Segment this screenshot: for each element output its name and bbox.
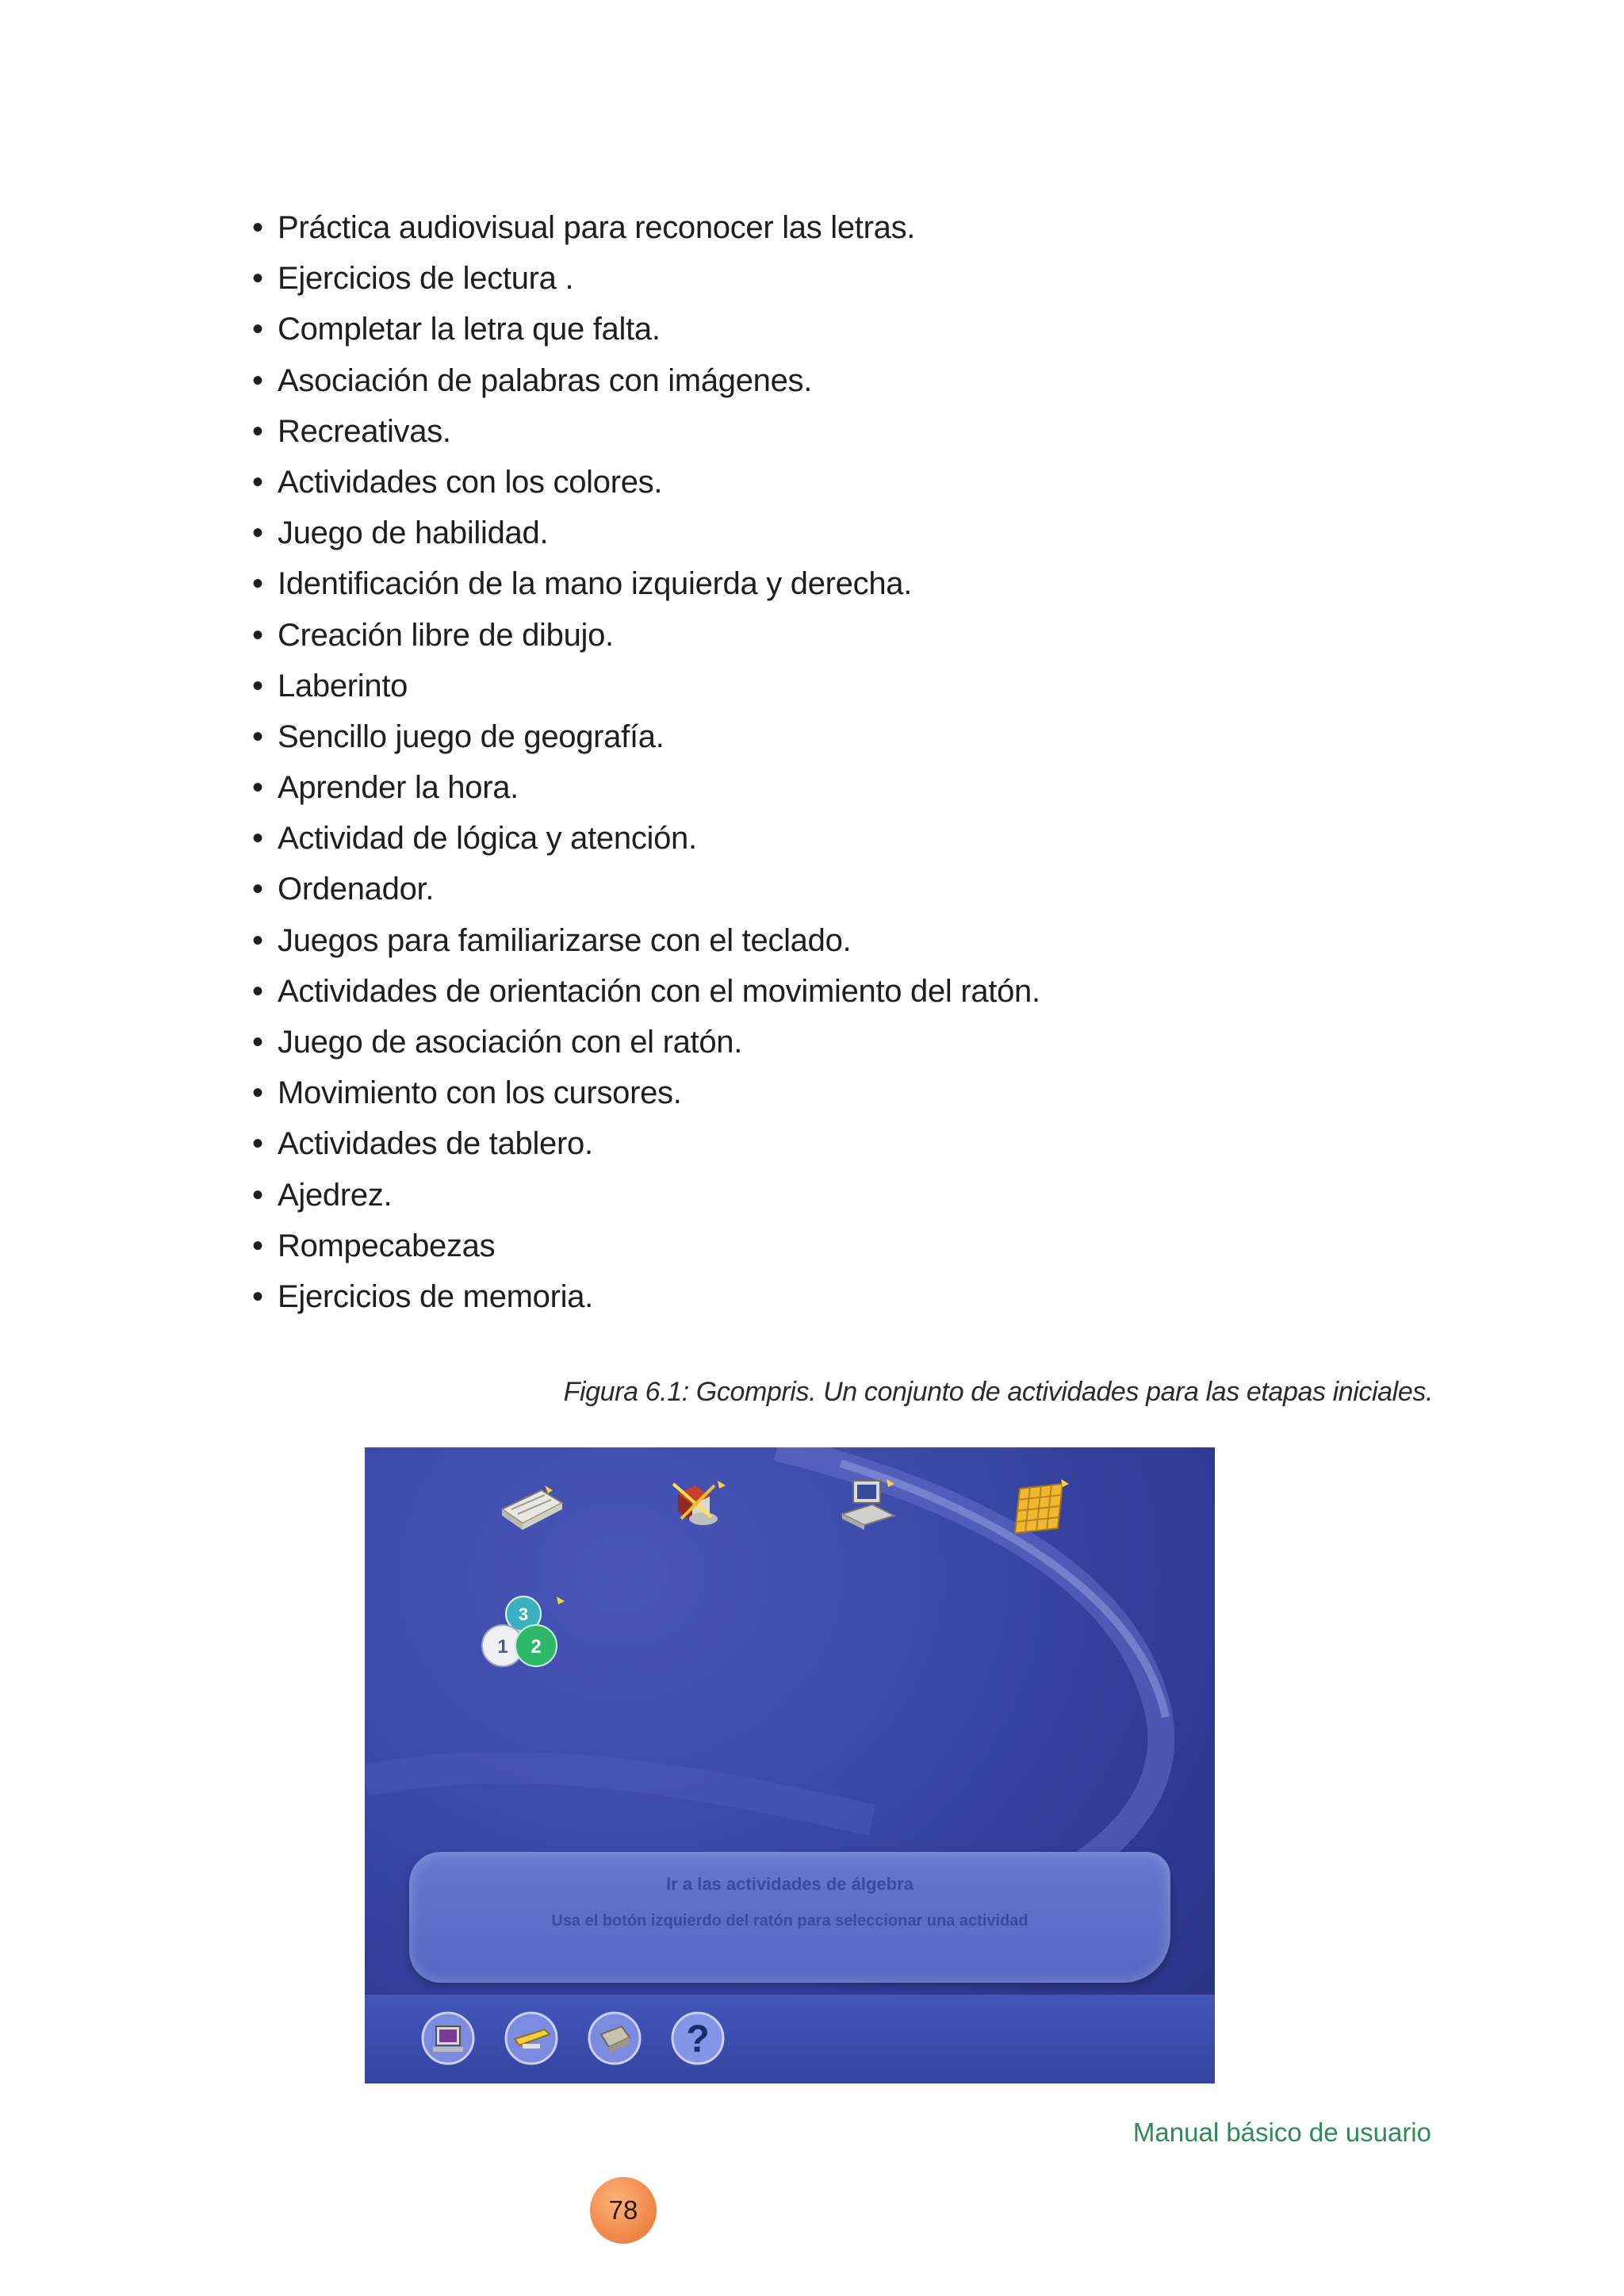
footer-title: Manual básico de usuario bbox=[1132, 2118, 1431, 2147]
ball-label: 2 bbox=[530, 1636, 542, 1658]
list-item: • Creación libre de dibujo. bbox=[252, 610, 1040, 661]
config-button[interactable] bbox=[504, 2010, 559, 2066]
bullet-icon: • bbox=[252, 362, 263, 398]
about-button[interactable] bbox=[587, 2010, 642, 2066]
bullet-icon: • bbox=[252, 464, 263, 500]
list-item: • Juego de asociación con el ratón. bbox=[252, 1017, 1040, 1068]
list-item: • Actividades de tablero. bbox=[252, 1118, 1040, 1169]
list-item: • Ajedrez. bbox=[252, 1170, 1040, 1221]
list-item: • Laberinto bbox=[252, 661, 1040, 711]
bullet-icon: • bbox=[252, 1075, 263, 1111]
help-button[interactable] bbox=[670, 2010, 726, 2066]
bullet-icon: • bbox=[252, 413, 263, 449]
message-panel bbox=[409, 1852, 1170, 1983]
bullet-icon: • bbox=[252, 872, 263, 907]
list-item: • Actividad de lógica y atención. bbox=[252, 813, 1040, 864]
list-item: • Sencillo juego de geografía. bbox=[252, 711, 1040, 762]
list-item: • Ejercicios de lectura . bbox=[252, 253, 1040, 304]
bullet-icon: • bbox=[252, 973, 263, 1009]
list-item: • Recreativas. bbox=[252, 406, 1040, 457]
activity-list bbox=[252, 202, 1040, 1322]
list-item: • Ejercicios de memoria. bbox=[252, 1271, 1040, 1322]
bullet-icon: • bbox=[252, 312, 263, 347]
list-item: • Práctica audiovisual para reconocer las letras. bbox=[252, 202, 1040, 253]
bullet-icon: • bbox=[252, 922, 263, 958]
bullet-icon: • bbox=[252, 617, 263, 653]
bullet-icon: • bbox=[252, 1278, 263, 1314]
computer-activity-icon[interactable] bbox=[833, 1470, 904, 1541]
list-item: • Identificación de la mano izquierda y derecha. bbox=[252, 558, 1040, 609]
list-item: • Rompecabezas bbox=[252, 1221, 1040, 1271]
ball-label: 1 bbox=[497, 1636, 508, 1658]
help-icon: ? bbox=[686, 2018, 710, 2060]
list-item: • Asociación de palabras con imágenes. bbox=[252, 355, 1040, 406]
bullet-icon: • bbox=[252, 1177, 263, 1213]
list-item: • Aprender la hora. bbox=[252, 762, 1040, 813]
board-activity-icon[interactable] bbox=[1005, 1473, 1077, 1544]
keyboard-activity-icon[interactable] bbox=[496, 1471, 567, 1543]
list-item: • Actividades de orientación con el movimiento del ratón. bbox=[252, 966, 1040, 1017]
bottom-toolbar bbox=[365, 1995, 1215, 2083]
bullet-icon: • bbox=[252, 1025, 263, 1060]
bullet-icon: • bbox=[252, 1126, 263, 1162]
page-number-badge: 78 bbox=[590, 2177, 657, 2244]
bullet-icon: • bbox=[252, 719, 263, 754]
message-title: Ir a las actividades de álgebra bbox=[666, 1874, 914, 1894]
bullet-icon: • bbox=[252, 210, 263, 245]
list-item: • Juegos para familiarizarse con el teclado. bbox=[252, 915, 1040, 966]
ball-label: 3 bbox=[518, 1604, 529, 1624]
background-swirl bbox=[365, 1447, 1215, 2083]
bullet-icon: • bbox=[252, 516, 263, 551]
bullet-icon: • bbox=[252, 261, 263, 297]
algebra-activity-icon[interactable] bbox=[468, 1582, 579, 1677]
bullet-icon: • bbox=[252, 821, 263, 857]
bullet-icon: • bbox=[252, 668, 263, 703]
bullet-icon: • bbox=[252, 566, 263, 602]
bullet-icon: • bbox=[252, 1228, 263, 1263]
list-item: • Juego de habilidad. bbox=[252, 508, 1040, 558]
list-item: • Ordenador. bbox=[252, 864, 1040, 914]
message-text: Usa el botón izquierdo del ratón para seleccionar una actividad bbox=[551, 1912, 1028, 1930]
figure-caption: Figura 6.1: Gcompris. Un conjunto de actividades para las etapas iniciales. bbox=[563, 1377, 1433, 1407]
list-item: • Completar la letra que falta. bbox=[252, 304, 1040, 355]
home-button[interactable] bbox=[420, 2010, 476, 2066]
fun-activity-icon[interactable] bbox=[662, 1470, 733, 1541]
bullet-icon: • bbox=[252, 770, 263, 806]
list-item: • Actividades con los colores. bbox=[252, 457, 1040, 508]
gcompris-screenshot bbox=[365, 1447, 1215, 2083]
list-item: • Movimiento con los cursores. bbox=[252, 1068, 1040, 1118]
